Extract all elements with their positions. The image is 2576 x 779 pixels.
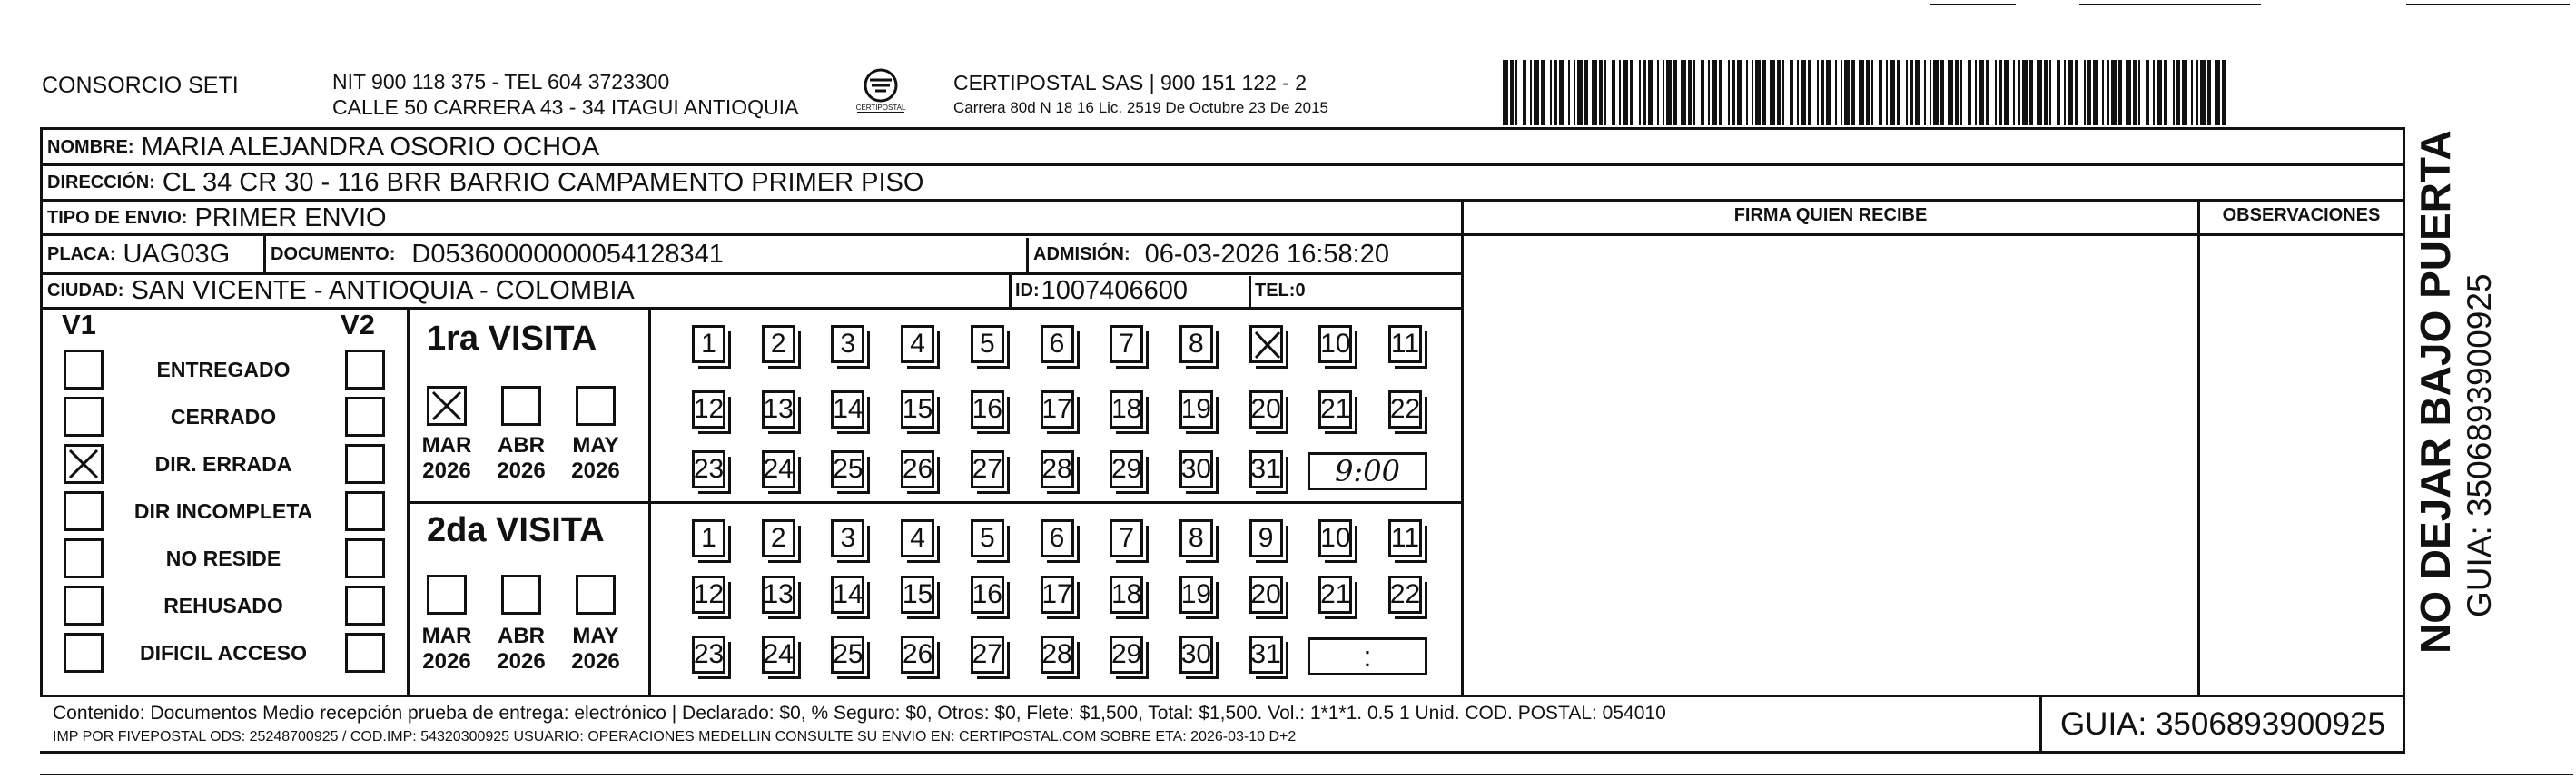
frame-bottom (40, 751, 2405, 754)
row-line (40, 695, 2405, 697)
direccion-label: DIRECCIÓN: (47, 172, 155, 192)
status-label: DIFICIL ACCESO (139, 641, 307, 665)
direccion-row (47, 165, 1409, 200)
day-box[interactable]: 17 (1041, 390, 1074, 429)
nombre-value: MARIA ALEJANDRA OSORIO OCHOA (141, 132, 599, 162)
company-name: CONSORCIO SETI (42, 73, 239, 98)
documento-cell (271, 236, 1024, 272)
tipo-value: PRIMER ENVIO (194, 202, 387, 232)
footer-contents: Contenido: Documentos Medio recepción prueba de entrega: electrónico | Declarado: $0, % Seguro: $0, Otros: $0, Flete: $1,500, Total: $1,500. Vol.: 1*1*1. 0.5 1 Unid. COD. POSTAL: 054010 (53, 703, 1666, 724)
v2-checkbox[interactable] (345, 397, 385, 437)
day-box[interactable]: 27 (971, 636, 1004, 674)
day-box[interactable]: 19 (1179, 576, 1213, 614)
day-box[interactable]: 3 (831, 325, 864, 363)
footer-print-info: IMP POR FIVEPOSTAL ODS: 25248700925 / COD.IMP: 54320300925 USUARIO: OPERACIONES MEDELLIN CONSULTE SU ENVIO EN: CERTIPOSTAL.COM SOBRE ETA: 2026-03-10 D+2 (53, 729, 1297, 744)
status-label: REHUSADO (163, 594, 283, 617)
day-box[interactable]: 8 (1179, 519, 1213, 557)
month-label (415, 433, 479, 484)
day-box[interactable]: 20 (1249, 390, 1283, 429)
frame-right (2403, 127, 2405, 754)
day-box[interactable]: 20 (1249, 576, 1283, 614)
day-box[interactable]: 9 (1249, 519, 1283, 557)
company-address: CALLE 50 CARRERA 43 - 34 ITAGUI ANTIOQUIA (332, 95, 799, 119)
day-box[interactable]: 31 (1249, 636, 1283, 674)
month-year: 2026 (422, 649, 471, 674)
day-box[interactable]: 29 (1110, 450, 1143, 488)
first-visit-title: 1ra VISITA (427, 320, 597, 358)
firma-label: FIRMA QUIEN RECIBE (1733, 205, 1928, 225)
month-checkbox[interactable] (501, 386, 541, 426)
direccion-value: CL 34 CR 30 - 116 BRR BARRIO CAMPAMENTO PRIMER PISO (162, 167, 924, 197)
day-box[interactable]: 13 (762, 390, 795, 429)
col-line (1009, 272, 1012, 307)
admision-value: 06-03-2026 16:58:20 (1144, 239, 1389, 269)
id-label: ID: (1015, 281, 1040, 301)
day-box[interactable]: 24 (762, 450, 795, 488)
month-year: 2026 (497, 459, 546, 483)
day-box[interactable]: 6 (1041, 519, 1074, 557)
v2-checkbox[interactable] (345, 633, 385, 673)
month-name: ABR (498, 433, 545, 458)
col-line (263, 233, 266, 272)
placa-label: PLACA: (47, 243, 116, 264)
day-box[interactable]: 16 (971, 390, 1004, 429)
day-box[interactable]: 10 (1318, 325, 1352, 363)
day-box[interactable] (1249, 325, 1283, 363)
month-checkbox[interactable] (501, 575, 541, 615)
month-year: 2026 (422, 459, 471, 483)
nombre-label: NOMBRE: (47, 136, 134, 157)
visit-divider (407, 501, 1463, 504)
day-box[interactable]: 12 (692, 576, 725, 614)
month-name: MAY (572, 624, 619, 648)
month-year: 2026 (571, 649, 620, 674)
firma-area[interactable] (1464, 236, 2197, 695)
day-box[interactable]: 7 (1110, 519, 1143, 557)
month-year: 2026 (497, 649, 546, 674)
day-box[interactable]: 13 (762, 576, 795, 614)
status-label: NO RESIDE (165, 547, 281, 570)
day-box[interactable]: 2 (762, 519, 795, 557)
status-label: DIR. ERRADA (154, 452, 292, 476)
day-box[interactable]: 2 (762, 325, 795, 363)
v2-checkbox[interactable] (345, 444, 385, 484)
day-box[interactable]: 22 (1388, 390, 1422, 429)
day-box[interactable]: 26 (901, 450, 934, 488)
day-box[interactable]: 21 (1318, 576, 1352, 614)
month-checkbox[interactable] (427, 575, 467, 615)
day-box[interactable]: 11 (1388, 519, 1422, 557)
second-visit-title: 2da VISITA (427, 511, 605, 549)
month-name: ABR (498, 624, 545, 648)
checkmark-x-icon (1253, 330, 1282, 368)
day-box[interactable]: 29 (1110, 636, 1143, 674)
carrier-name: CERTIPOSTAL SAS | 900 151 122 - 2 (953, 71, 1308, 94)
day-box[interactable]: 10 (1318, 519, 1352, 557)
day-box[interactable]: 30 (1179, 636, 1213, 674)
status-label: DIR INCOMPLETA (133, 499, 313, 523)
tel-cell (1255, 274, 1455, 308)
day-box[interactable]: 3 (831, 519, 864, 557)
nombre-row (47, 130, 1409, 164)
side-guia: GUIA: 3506893900925 (2461, 273, 2498, 617)
admision-cell (1033, 236, 1460, 272)
id-cell (1015, 274, 1247, 308)
certipostal-logo (852, 67, 910, 122)
day-box[interactable]: 1 (692, 519, 725, 557)
month-label (564, 624, 627, 675)
day-box[interactable]: 6 (1041, 325, 1074, 363)
day-box[interactable]: 25 (831, 450, 864, 488)
month-checkbox[interactable] (427, 386, 467, 426)
observaciones-label: OBSERVACIONES (2222, 205, 2381, 225)
v2-checkbox[interactable] (345, 586, 385, 626)
barcode (1503, 60, 2229, 125)
day-box[interactable]: 27 (971, 450, 1004, 488)
month-label (415, 624, 479, 675)
day-box[interactable]: 14 (831, 576, 864, 614)
month-label (564, 433, 627, 484)
month-checkbox[interactable] (576, 575, 616, 615)
documento-label: DOCUMENTO: (271, 243, 396, 264)
col-line (1026, 238, 1029, 272)
day-box[interactable]: 15 (901, 390, 934, 429)
admision-label: ADMISIÓN: (1033, 243, 1130, 264)
logo-text: CERTIPOSTAL (855, 104, 906, 112)
day-box[interactable]: 8 (1179, 325, 1213, 363)
v2-checkbox[interactable] (345, 491, 385, 531)
time-box[interactable]: : (1308, 637, 1427, 675)
day-box[interactable]: 1 (692, 325, 725, 363)
company-nit: NIT 900 118 375 - TEL 604 3723300 (332, 70, 670, 94)
tel-value: 0 (1295, 281, 1306, 301)
day-box[interactable]: 28 (1041, 450, 1074, 488)
day-box[interactable]: 12 (692, 390, 725, 429)
month-label (489, 624, 553, 675)
day-box[interactable]: 7 (1110, 325, 1143, 363)
col-line (1249, 276, 1251, 307)
documento-value: D05360000000054128341 (411, 239, 724, 269)
scan-edge-line (2406, 4, 2570, 5)
day-box[interactable]: 19 (1179, 390, 1213, 429)
observaciones-area[interactable] (2200, 236, 2403, 695)
day-box[interactable]: 5 (971, 325, 1004, 363)
day-box[interactable]: 23 (692, 636, 725, 674)
tel-label: TEL: (1255, 281, 1296, 301)
scan-edge-line (2079, 4, 2261, 5)
id-value: 1007406600 (1041, 276, 1188, 305)
v2-checkbox[interactable] (345, 538, 385, 578)
side-text (2411, 130, 2556, 654)
month-name: MAY (572, 433, 619, 458)
day-box[interactable]: 30 (1179, 450, 1213, 488)
placa-value: UAG03G (123, 239, 231, 269)
day-box[interactable]: 26 (901, 636, 934, 674)
month-name: MAR (421, 624, 472, 648)
day-box[interactable]: 18 (1110, 390, 1143, 429)
carrier-license: Carrera 80d N 18 16 Lic. 2519 De Octubre 23 De 2015 (953, 99, 1328, 116)
day-box[interactable]: 31 (1249, 450, 1283, 488)
v1-label: V1 (62, 309, 96, 340)
day-box[interactable]: 4 (901, 519, 934, 557)
status-label: ENTREGADO (156, 358, 291, 381)
day-box[interactable]: 28 (1041, 636, 1074, 674)
tipo-row (47, 201, 1409, 235)
placa-cell (47, 236, 262, 272)
day-box[interactable]: 22 (1388, 576, 1422, 614)
day-box[interactable]: 18 (1110, 576, 1143, 614)
v2-label: V2 (341, 309, 375, 340)
ciudad-cell (47, 274, 1005, 308)
side-warning: NO DEJAR BAJO PUERTA (2412, 130, 2459, 654)
bottom-line (40, 774, 2573, 775)
day-box[interactable]: 15 (901, 576, 934, 614)
scan-edge-line (1930, 4, 2016, 5)
month-label (489, 433, 553, 484)
frame-left (40, 127, 43, 695)
day-box[interactable]: 17 (1041, 576, 1074, 614)
day-box[interactable]: 21 (1318, 390, 1352, 429)
month-name: MAR (421, 433, 472, 458)
time-box[interactable]: 9:00 (1308, 452, 1427, 490)
ciudad-label: CIUDAD: (47, 281, 124, 301)
footer-guia: GUIA: 3506893900925 (2059, 706, 2386, 742)
month-year: 2026 (571, 459, 620, 483)
v2-checkbox[interactable] (345, 350, 385, 390)
month-checkbox[interactable] (576, 386, 616, 426)
status-label: CERRADO (170, 405, 277, 429)
ciudad-value: SAN VICENTE - ANTIOQUIA - COLOMBIA (131, 276, 635, 305)
tipo-label: TIPO DE ENVIO: (47, 207, 188, 228)
day-box[interactable]: 11 (1388, 325, 1422, 363)
day-box[interactable]: 24 (762, 636, 795, 674)
day-box[interactable]: 14 (831, 390, 864, 429)
day-box[interactable]: 23 (692, 450, 725, 488)
day-box[interactable]: 16 (971, 576, 1004, 614)
day-box[interactable]: 4 (901, 325, 934, 363)
day-box[interactable]: 25 (831, 636, 864, 674)
day-box[interactable]: 5 (971, 519, 1004, 557)
